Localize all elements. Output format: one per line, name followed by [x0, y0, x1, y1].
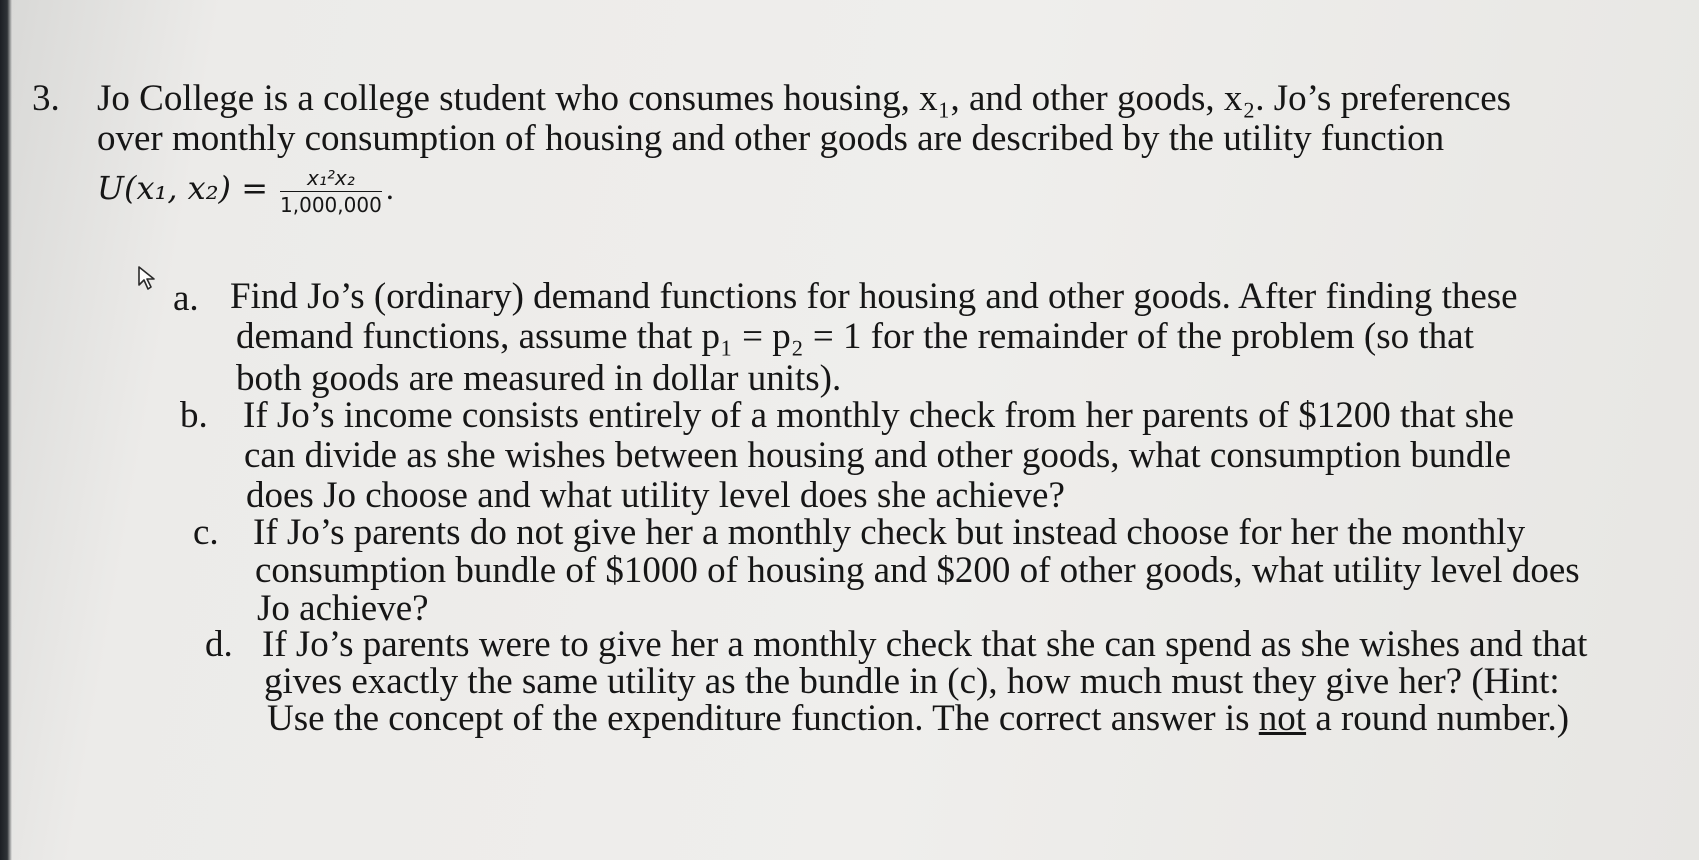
- part-c-line-1: If Jo’s parents do not give her a monthly check but instead choose for her the monthly: [253, 512, 1526, 553]
- part-d-line-2: gives exactly the same utility as the bundle in (c), how much must they give her? (Hint:: [264, 661, 1560, 702]
- part-c-line-2: consumption bundle of $1000 of housing and $200 of other goods, what utility level does: [255, 550, 1580, 591]
- utility-fraction: [280, 168, 382, 215]
- part-a-line-2: demand functions, assume that p₁ = p₂ = 1 for the remainder of the problem (so that: [236, 316, 1474, 357]
- utility-lhs: U(x₁, x₂) =: [97, 168, 269, 207]
- part-c-line-3: Jo achieve?: [257, 588, 429, 629]
- emphasis-not: not: [1258, 698, 1307, 739]
- part-b-line-3: does Jo choose and what utility level does she achieve?: [246, 475, 1065, 516]
- page-edge-shadow: [0, 0, 12, 860]
- mouse-cursor-icon: [136, 265, 160, 291]
- part-b-label: b.: [180, 395, 208, 436]
- intro-line-1: Jo College is a college student who consumes housing, x₁, and other goods, x₂. Jo’s preferences: [97, 78, 1512, 119]
- part-d-line-1: If Jo’s parents were to give her a monthly check that she can spend as she wishes and that: [262, 624, 1588, 665]
- part-a-line-1: Find Jo’s (ordinary) demand functions for housing and other goods. After finding these: [230, 276, 1518, 317]
- intro-line-2: over monthly consumption of housing and other goods are described by the utility function: [97, 118, 1445, 159]
- part-d-line-3: Use the concept of the expenditure function. The correct answer is not a round number.): [267, 698, 1570, 739]
- utility-numerator: x₁²x₂: [280, 168, 382, 192]
- part-b-line-2: can divide as she wishes between housing and other goods, what consumption bundle: [244, 435, 1512, 476]
- utility-formula: [97, 168, 394, 215]
- part-b-line-1: If Jo’s income consists entirely of a monthly check from her parents of $1200 that she: [243, 395, 1515, 436]
- utility-end: .: [385, 169, 394, 206]
- utility-denominator: 1,000,000: [280, 193, 382, 217]
- part-a-line-3: both goods are measured in dollar units).: [236, 358, 842, 399]
- part-c-label: c.: [193, 512, 219, 553]
- problem-number: 3.: [32, 78, 60, 119]
- part-a-label: a.: [173, 278, 199, 319]
- part-d-label: d.: [205, 624, 233, 665]
